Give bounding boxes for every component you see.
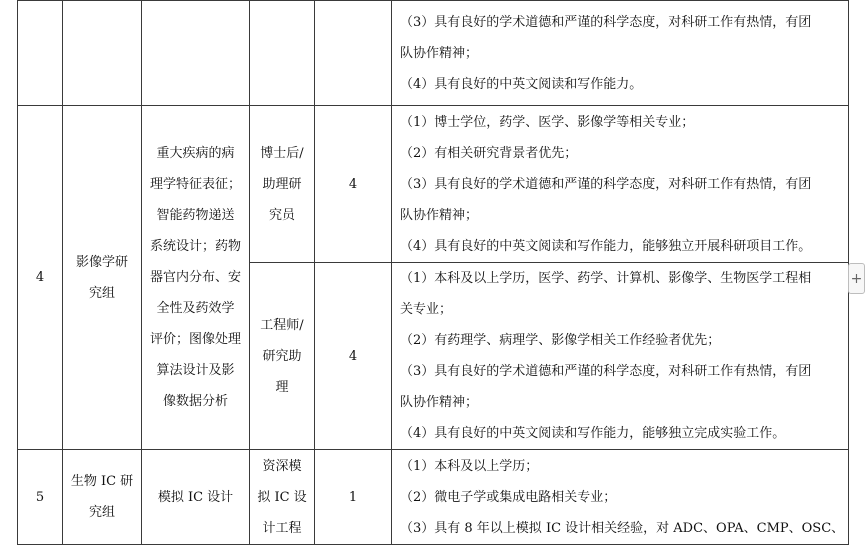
position-title-cell <box>250 263 315 450</box>
direction-line: 重大疾病的病 <box>156 146 235 161</box>
requirement-line: 队协作精神； <box>400 207 479 223</box>
direction-line: 理学特征表征； <box>149 177 241 192</box>
plus-icon: + <box>850 270 863 287</box>
requirement-line: （3）具有良好的学术道德和严谨的科学态度，对科研工作有热情，有团 <box>400 364 812 379</box>
requirement-line: （1）本科及以上学历，医学、药学、计算机、影像学、生物医学工程相 <box>400 271 812 286</box>
requirements-cell <box>392 106 849 263</box>
research-direction-cell <box>142 106 250 450</box>
position-title-line: 助理研 <box>262 176 302 192</box>
group-name-cell <box>63 450 142 545</box>
headcount-cell: 1 <box>315 450 392 545</box>
direction-line: 系统设计；药物 <box>149 239 241 254</box>
requirement-line: （4）具有良好的中英文阅读和写作能力。 <box>400 76 643 92</box>
cell-position-empty <box>250 1 315 106</box>
position-title-line: 拟 IC 设 <box>257 489 307 505</box>
requirement-line: （3）具有良好的学术道德和严谨的科学态度，对科研工作有热情，有团 <box>400 176 812 192</box>
recruitment-table <box>17 0 849 545</box>
requirement-line: （1）博士学位，药学、医学、影像学等相关专业； <box>400 114 695 130</box>
direction-line: 全性及药效学 <box>156 301 235 316</box>
group-name-line: 影像学研 <box>75 254 128 270</box>
requirement-line: （2）有药理学、病理学、影像学相关工作经验者优先； <box>400 333 721 348</box>
expand-button[interactable] <box>848 263 865 294</box>
requirement-line: （2）微电子学或集成电路相关专业； <box>400 489 617 505</box>
requirement-line: （4）具有良好的中英文阅读和写作能力，能够独立完成实验工作。 <box>400 426 786 441</box>
position-title-cell <box>250 106 315 263</box>
direction-line: 像数据分析 <box>162 394 228 409</box>
group-name-line: 生物 IC 研 <box>70 474 134 489</box>
requirements-cell <box>392 450 849 545</box>
group-name-line: 究组 <box>88 285 115 301</box>
requirements-cell <box>392 1 849 106</box>
requirement-line: （2）有相关研究背景者优先； <box>400 145 578 161</box>
position-title-line: 理 <box>275 379 289 395</box>
requirement-line: 关专业； <box>400 302 453 317</box>
research-direction-cell: 模拟 IC 设计 <box>142 450 250 545</box>
position-title-line: 计工程 <box>262 520 302 536</box>
position-title-line: 博士后/ <box>260 145 304 161</box>
requirement-line: （4）具有良好的中英文阅读和写作能力，能够独立开展科研项目工作。 <box>400 238 812 254</box>
group-name-cell <box>63 106 142 450</box>
direction-line: 算法设计及影 <box>156 363 235 378</box>
position-title-line: 究员 <box>268 207 295 223</box>
requirement-line: （1）本科及以上学历； <box>400 458 539 474</box>
position-title-line: 研究助 <box>262 348 302 364</box>
headcount-cell: 4 <box>315 106 392 263</box>
requirements-cell <box>392 263 849 450</box>
direction-line: 器官内分布、安 <box>149 270 241 285</box>
cell-no-empty <box>18 1 63 106</box>
requirement-line: 队协作精神； <box>400 395 479 410</box>
position-title-line: 工程师/ <box>260 317 304 333</box>
table-row-4a <box>18 106 849 263</box>
cell-direction-empty <box>142 1 250 106</box>
cell-count-empty <box>315 1 392 106</box>
table-row-continued <box>18 1 849 106</box>
table-row-5 <box>18 450 849 545</box>
position-title-cell <box>250 450 315 545</box>
requirement-line: 队协作精神； <box>400 45 479 61</box>
position-title-line: 资深模 <box>262 458 302 474</box>
cell-group-empty <box>63 1 142 106</box>
row-number: 5 <box>18 450 63 545</box>
headcount-cell: 4 <box>315 263 392 450</box>
requirement-line: （3）具有 8 年以上模拟 IC 设计相关经验，对 ADC、OPA、CMP、OSC、 <box>400 520 845 536</box>
row-number: 4 <box>18 106 63 450</box>
group-name-line: 究组 <box>88 505 115 520</box>
direction-line: 评价；图像处理 <box>149 332 241 347</box>
requirement-line: （3）具有良好的学术道德和严谨的科学态度，对科研工作有热情，有团 <box>400 14 812 30</box>
direction-line: 智能药物递送 <box>156 208 235 223</box>
